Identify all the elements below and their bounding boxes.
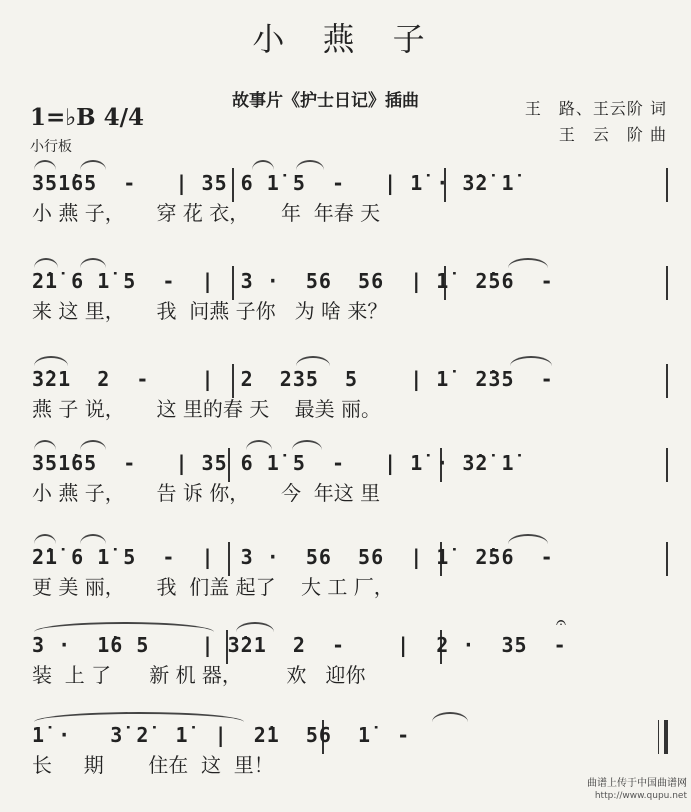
row-notes: 3 · 1̇6 5 | 3̇21 2 - | 2 · 35 -	[32, 633, 567, 657]
song-subtitle: 故事片《护士日记》插曲	[232, 91, 419, 111]
row-notes: 2̇1̇ 6 1̇ 5 - | 3 · 56 56 | 1̇ 2̇56 -	[32, 269, 554, 293]
composer-credit: 王 云 阶 曲	[558, 125, 667, 144]
row-lyrics: 装 上 了 新 机 器， 欢 迎你	[32, 663, 366, 687]
row-notes: 351̇65 - | 35 6 1̇ 5 - | 1̇ · 3̇2̇ 1̇	[32, 171, 515, 195]
fermata-icon: 𝄐	[556, 612, 567, 633]
score-row-1	[0, 140, 691, 235]
watermark-line-1: 曲谱上传于中国曲谱网	[587, 778, 687, 789]
score-row-5	[0, 514, 691, 609]
key-signature: 1=♭B 4/4	[30, 104, 144, 131]
row-lyrics: 更 美 丽， 我 们盖 起了 大 工 厂，	[32, 575, 394, 599]
row-lyrics: 小 燕 子， 告 诉 你， 今 年这 里	[32, 481, 381, 505]
score-row-3	[0, 336, 691, 431]
row-lyrics: 长 期 住在 这 里！	[32, 753, 274, 777]
score-row-4	[0, 420, 691, 515]
score-row-2	[0, 238, 691, 333]
row-notes: 1̇ · 3̇ 2̇ 1̇ | 2̇1 56 1̇ -	[32, 723, 411, 747]
score-row-7	[0, 692, 691, 787]
score-row-6	[0, 602, 691, 697]
row-notes: 3̇21 2 - | 2 235 5 | 1̇ 2̇35 -	[32, 367, 554, 391]
row-lyrics: 燕 子 说， 这 里的春 天 最美 丽。	[32, 397, 382, 421]
row-lyrics: 来 这 里， 我 问燕 子你 为 啥 来？	[32, 299, 388, 323]
row-notes: 351̇65 - | 35 6 1̇ 5 - | 1̇ · 3̇2̇ 1̇	[32, 451, 515, 475]
tempo-marking: 小行板	[30, 139, 72, 155]
lyricist-credit: 王 路、王云阶 词	[524, 99, 667, 118]
song-title: 小 燕 子	[252, 20, 439, 58]
watermark-line-2: http://www.qupu.net	[594, 791, 687, 801]
row-lyrics: 小 燕 子， 穿 花 衣， 年 年春 天	[32, 201, 381, 225]
watermark	[587, 778, 687, 802]
row-notes: 2̇1̇ 6 1̇ 5 - | 3 · 56 56 | 1̇ 2̇56 -	[32, 545, 554, 569]
